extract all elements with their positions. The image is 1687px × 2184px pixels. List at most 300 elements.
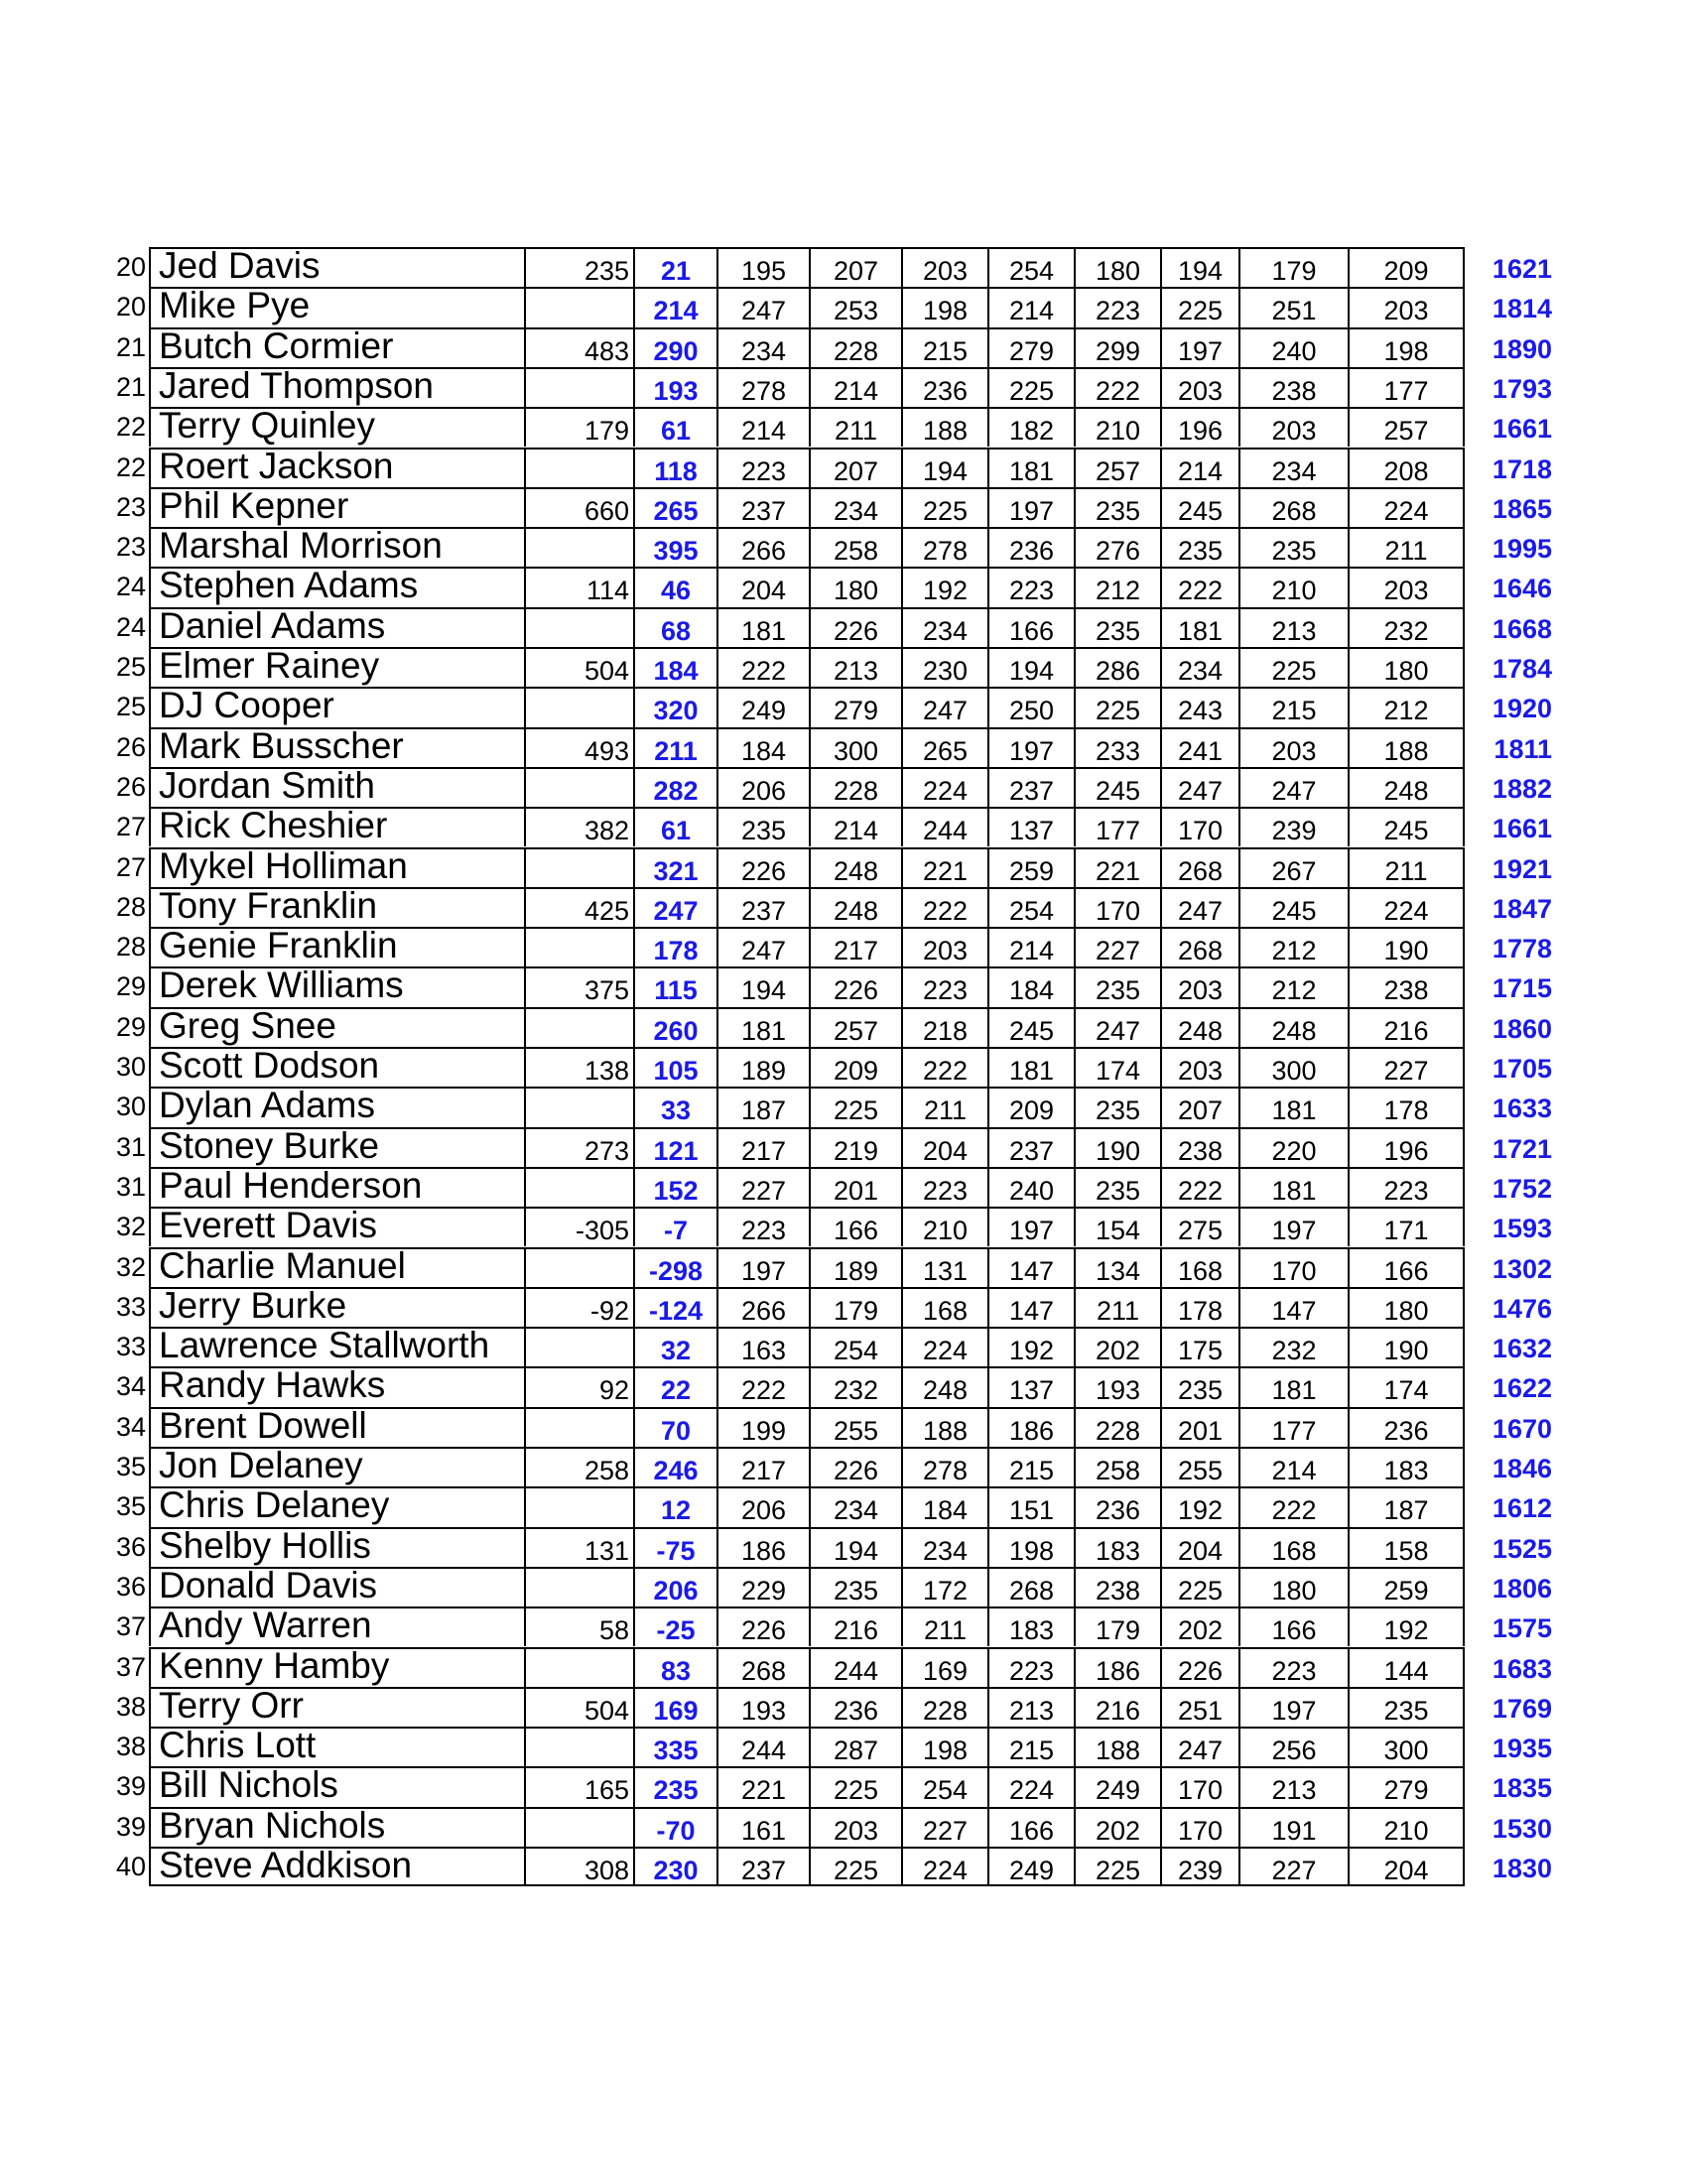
game-score-cell: 235 <box>1074 966 1160 1006</box>
game-score-cell: 203 <box>1238 727 1348 767</box>
game-score-cell: 174 <box>1074 1047 1160 1087</box>
game-score-cell: 217 <box>809 927 901 966</box>
game-score-cell: 190 <box>1348 927 1465 966</box>
rank-cell: 26 <box>115 731 146 762</box>
game-score-cell: 177 <box>1238 1407 1348 1447</box>
game-score-cell: 166 <box>1238 1606 1348 1646</box>
game-score-cell: 177 <box>1074 807 1160 846</box>
game-score-cell: 248 <box>809 847 901 887</box>
game-score-cell: 192 <box>1160 1486 1238 1526</box>
game-score-cell: 223 <box>716 448 809 487</box>
game-score-cell: 189 <box>809 1247 901 1287</box>
total-cell: 1632 <box>1492 1334 1552 1364</box>
game-score-cell: 215 <box>987 1727 1074 1766</box>
game-score-cell: 197 <box>987 1207 1074 1246</box>
game-score-cell: 236 <box>1074 1486 1160 1526</box>
game-score-cell: 208 <box>1348 448 1465 487</box>
game-score-cell: 225 <box>1160 287 1238 326</box>
game-score-cell: 190 <box>1348 1327 1465 1366</box>
difference-cell: 290 <box>633 327 716 367</box>
difference-cell: 83 <box>633 1647 716 1687</box>
game-score-cell: 254 <box>809 1327 901 1366</box>
handicap-cell <box>524 448 633 487</box>
table-row <box>0 445 1687 487</box>
game-score-cell: 204 <box>1160 1527 1238 1567</box>
game-score-cell: 181 <box>716 1007 809 1047</box>
table-row <box>0 1644 1687 1687</box>
game-score-cell: 184 <box>901 1486 987 1526</box>
game-score-cell: 255 <box>1160 1447 1238 1486</box>
game-score-cell: 213 <box>1238 607 1348 647</box>
bowler-name-cell: Terry Orr <box>149 1687 524 1727</box>
game-score-cell: 183 <box>1074 1527 1160 1567</box>
game-score-cell: 204 <box>716 567 809 606</box>
game-score-cell: 257 <box>1074 448 1160 487</box>
game-score-cell: 212 <box>1348 687 1465 726</box>
handicap-cell <box>524 287 633 326</box>
bowler-name-cell: Bill Nichols <box>149 1766 524 1806</box>
difference-cell: 230 <box>633 1847 716 1886</box>
handicap-cell: 425 <box>524 887 633 927</box>
difference-cell: 282 <box>633 767 716 807</box>
game-score-cell: 210 <box>1238 567 1348 606</box>
game-score-cell: 222 <box>1074 367 1160 407</box>
game-score-cell: 187 <box>716 1087 809 1126</box>
table-row <box>0 884 1687 927</box>
bowler-name-cell: Charlie Manuel <box>149 1247 524 1287</box>
game-score-cell: 248 <box>1348 767 1465 807</box>
game-score-cell: 214 <box>809 807 901 846</box>
game-score-cell: 166 <box>987 1807 1074 1847</box>
difference-cell: -75 <box>633 1527 716 1567</box>
game-score-cell: 181 <box>987 448 1074 487</box>
game-score-cell: 235 <box>1074 607 1160 647</box>
total-cell: 1661 <box>1492 814 1552 844</box>
game-score-cell: 257 <box>1348 407 1465 447</box>
game-score-cell: 203 <box>1348 287 1465 326</box>
table-row <box>0 1564 1687 1606</box>
game-score-cell: 213 <box>1238 1766 1348 1806</box>
total-cell: 1811 <box>1493 733 1552 764</box>
game-score-cell: 226 <box>809 607 901 647</box>
game-score-cell: 241 <box>1160 727 1238 767</box>
game-score-cell: 258 <box>1074 1447 1160 1486</box>
difference-cell: 247 <box>633 887 716 927</box>
game-score-cell: 203 <box>1160 1047 1238 1087</box>
game-score-cell: 247 <box>1160 887 1238 927</box>
game-score-cell: 239 <box>1238 807 1348 846</box>
game-score-cell: 247 <box>1238 767 1348 807</box>
total-cell: 1622 <box>1492 1373 1552 1404</box>
rank-cell: 33 <box>115 1291 146 1322</box>
game-score-cell: 223 <box>987 567 1074 606</box>
rank-cell: 36 <box>115 1571 146 1602</box>
game-score-cell: 248 <box>809 887 901 927</box>
difference-cell: 321 <box>633 847 716 887</box>
game-score-cell: 235 <box>1160 1366 1238 1406</box>
game-score-cell: 268 <box>1160 847 1238 887</box>
game-score-cell: 247 <box>1160 1727 1238 1766</box>
game-score-cell: 222 <box>716 647 809 687</box>
total-cell: 1621 <box>1492 254 1552 284</box>
game-score-cell: 228 <box>809 327 901 367</box>
total-cell: 1633 <box>1492 1093 1552 1124</box>
game-score-cell: 224 <box>1348 887 1465 927</box>
table-row <box>0 247 1687 287</box>
bowler-name-cell: DJ Cooper <box>149 687 524 726</box>
game-score-cell: 276 <box>1074 527 1160 567</box>
game-score-cell: 220 <box>1238 1127 1348 1167</box>
total-cell: 1670 <box>1492 1413 1552 1444</box>
game-score-cell: 210 <box>901 1207 987 1246</box>
handicap-cell: 114 <box>524 567 633 606</box>
handicap-cell: 165 <box>524 1766 633 1806</box>
game-score-cell: 247 <box>716 927 809 966</box>
rank-cell: 28 <box>115 932 146 963</box>
bowler-name-cell: Bryan Nichols <box>149 1807 524 1847</box>
game-score-cell: 224 <box>901 1847 987 1886</box>
game-score-cell: 226 <box>809 966 901 1006</box>
game-score-cell: 254 <box>987 887 1074 927</box>
game-score-cell: 268 <box>987 1567 1074 1606</box>
bowler-name-cell: Mark Busscher <box>149 727 524 767</box>
rank-cell: 35 <box>115 1452 146 1481</box>
game-score-cell: 253 <box>809 287 901 326</box>
game-score-cell: 189 <box>716 1047 809 1087</box>
game-score-cell: 248 <box>1160 1007 1238 1047</box>
bowler-name-cell: Chris Delaney <box>149 1486 524 1526</box>
total-cell: 1995 <box>1492 534 1552 565</box>
handicap-cell: 504 <box>524 1687 633 1727</box>
game-score-cell: 201 <box>809 1167 901 1207</box>
handicap-cell: 138 <box>524 1047 633 1087</box>
game-score-cell: 221 <box>901 847 987 887</box>
game-score-cell: 279 <box>987 327 1074 367</box>
game-score-cell: 188 <box>1074 1727 1160 1766</box>
total-cell: 1806 <box>1492 1573 1552 1604</box>
bowler-name-cell: Andy Warren <box>149 1606 524 1646</box>
bowler-name-cell: Donald Davis <box>149 1567 524 1606</box>
game-score-cell: 166 <box>987 607 1074 647</box>
game-score-cell: 171 <box>1348 1207 1465 1246</box>
game-score-cell: 180 <box>1238 1567 1348 1606</box>
game-score-cell: 198 <box>901 1727 987 1766</box>
total-cell: 1530 <box>1492 1813 1552 1844</box>
difference-cell: 33 <box>633 1087 716 1126</box>
game-score-cell: 234 <box>1160 647 1238 687</box>
game-score-cell: 168 <box>1160 1247 1238 1287</box>
game-score-cell: 235 <box>1074 487 1160 527</box>
game-score-cell: 216 <box>1074 1687 1160 1727</box>
game-score-cell: 247 <box>1074 1007 1160 1047</box>
bowler-name-cell: Brent Dowell <box>149 1407 524 1447</box>
game-score-cell: 267 <box>1238 847 1348 887</box>
total-cell: 1646 <box>1492 574 1552 604</box>
game-score-cell: 226 <box>1160 1647 1238 1687</box>
bowler-name-cell: Jon Delaney <box>149 1447 524 1486</box>
game-score-cell: 204 <box>1348 1847 1465 1886</box>
game-score-cell: 212 <box>1238 927 1348 966</box>
rank-cell: 40 <box>115 1852 146 1881</box>
game-score-cell: 235 <box>1074 1087 1160 1126</box>
rank-cell: 20 <box>115 292 146 322</box>
table-row <box>0 1047 1687 1087</box>
game-score-cell: 251 <box>1238 287 1348 326</box>
total-cell: 1769 <box>1492 1693 1552 1724</box>
game-score-cell: 194 <box>809 1527 901 1567</box>
difference-cell: 178 <box>633 927 716 966</box>
game-score-cell: 211 <box>1348 847 1465 887</box>
game-score-cell: 194 <box>901 448 987 487</box>
game-score-cell: 168 <box>1238 1527 1348 1567</box>
table-row <box>0 1124 1687 1167</box>
difference-cell: 118 <box>633 448 716 487</box>
total-cell: 1715 <box>1492 973 1552 1004</box>
handicap-cell: 92 <box>524 1366 633 1406</box>
game-score-cell: 248 <box>1238 1007 1348 1047</box>
game-score-cell: 243 <box>1160 687 1238 726</box>
game-score-cell: 192 <box>1348 1606 1465 1646</box>
rank-cell: 30 <box>115 1052 146 1082</box>
rank-cell: 31 <box>115 1171 146 1202</box>
total-cell: 1302 <box>1492 1253 1552 1284</box>
game-score-cell: 236 <box>1348 1407 1465 1447</box>
game-score-cell: 223 <box>1074 287 1160 326</box>
difference-cell: 335 <box>633 1727 716 1766</box>
bowler-name-cell: Jordan Smith <box>149 767 524 807</box>
game-score-cell: 174 <box>1348 1366 1465 1406</box>
game-score-cell: 186 <box>987 1407 1074 1447</box>
game-score-cell: 300 <box>1348 1727 1465 1766</box>
game-score-cell: 227 <box>1238 1847 1348 1886</box>
handicap-cell <box>524 1407 633 1447</box>
game-score-cell: 222 <box>716 1366 809 1406</box>
bowler-name-cell: Mike Pye <box>149 287 524 326</box>
game-score-cell: 131 <box>901 1247 987 1287</box>
difference-cell: 70 <box>633 1407 716 1447</box>
table-row <box>0 687 1687 726</box>
game-score-cell: 169 <box>901 1647 987 1687</box>
game-score-cell: 209 <box>1348 247 1465 287</box>
table-row <box>0 647 1687 687</box>
handicap-cell <box>524 367 633 407</box>
game-score-cell: 179 <box>809 1287 901 1327</box>
game-score-cell: 254 <box>987 247 1074 287</box>
game-score-cell: 278 <box>901 1447 987 1486</box>
game-score-cell: 209 <box>809 1047 901 1087</box>
difference-cell: 21 <box>633 247 716 287</box>
game-score-cell: 197 <box>716 1247 809 1287</box>
rank-cell: 20 <box>115 252 146 282</box>
bowler-name-cell: Randy Hawks <box>149 1366 524 1406</box>
game-score-cell: 177 <box>1348 367 1465 407</box>
rank-cell: 29 <box>115 971 146 1002</box>
game-score-cell: 234 <box>809 487 901 527</box>
bowler-name-cell: Tony Franklin <box>149 887 524 927</box>
total-cell: 1846 <box>1492 1454 1552 1483</box>
game-score-cell: 194 <box>1160 247 1238 287</box>
difference-cell: 22 <box>633 1366 716 1406</box>
bowler-name-cell: Mykel Holliman <box>149 847 524 887</box>
total-cell: 1661 <box>1492 414 1552 445</box>
game-score-cell: 203 <box>1238 407 1348 447</box>
game-score-cell: 212 <box>1074 567 1160 606</box>
total-cell: 1921 <box>1492 853 1552 884</box>
game-score-cell: 214 <box>987 927 1074 966</box>
rank-cell: 33 <box>115 1332 146 1362</box>
game-score-cell: 249 <box>1074 1766 1160 1806</box>
difference-cell: 193 <box>633 367 716 407</box>
game-score-cell: 183 <box>1348 1447 1465 1486</box>
difference-cell: 265 <box>633 487 716 527</box>
table-row <box>0 604 1687 647</box>
total-cell: 1752 <box>1492 1173 1552 1204</box>
game-score-cell: 223 <box>901 966 987 1006</box>
game-score-cell: 224 <box>901 767 987 807</box>
game-score-cell: 151 <box>987 1486 1074 1526</box>
game-score-cell: 268 <box>1238 487 1348 527</box>
handicap-cell <box>524 1727 633 1766</box>
difference-cell: 169 <box>633 1687 716 1727</box>
handicap-cell: 235 <box>524 247 633 287</box>
total-cell: 1593 <box>1492 1214 1552 1244</box>
difference-cell: 211 <box>633 727 716 767</box>
game-score-cell: 234 <box>716 327 809 367</box>
game-score-cell: 180 <box>1074 247 1160 287</box>
game-score-cell: 259 <box>1348 1567 1465 1606</box>
rank-cell: 22 <box>115 412 146 443</box>
bowler-name-cell: Derek Williams <box>149 966 524 1006</box>
total-cell: 1814 <box>1492 294 1552 324</box>
difference-cell: 68 <box>633 607 716 647</box>
game-score-cell: 193 <box>716 1687 809 1727</box>
rank-cell: 38 <box>115 1691 146 1722</box>
total-cell: 1476 <box>1492 1293 1552 1324</box>
game-score-cell: 147 <box>987 1287 1074 1327</box>
game-score-cell: 236 <box>987 527 1074 567</box>
table-row <box>0 527 1687 567</box>
game-score-cell: 227 <box>1348 1047 1465 1087</box>
game-score-cell: 191 <box>1238 1807 1348 1847</box>
game-score-cell: 203 <box>809 1807 901 1847</box>
game-score-cell: 179 <box>1238 247 1348 287</box>
game-score-cell: 235 <box>809 1567 901 1606</box>
game-score-cell: 218 <box>901 1007 987 1047</box>
game-score-cell: 206 <box>716 767 809 807</box>
rank-cell: 30 <box>115 1092 146 1122</box>
game-score-cell: 144 <box>1348 1647 1465 1687</box>
table-row <box>0 1164 1687 1207</box>
game-score-cell: 158 <box>1348 1527 1465 1567</box>
game-score-cell: 225 <box>809 1087 901 1126</box>
game-score-cell: 224 <box>987 1766 1074 1806</box>
game-score-cell: 235 <box>1160 527 1238 567</box>
game-score-cell: 287 <box>809 1727 901 1766</box>
game-score-cell: 170 <box>1160 1766 1238 1806</box>
game-score-cell: 137 <box>987 1366 1074 1406</box>
difference-cell: 152 <box>633 1167 716 1207</box>
bowler-name-cell: Genie Franklin <box>149 927 524 966</box>
total-cell: 1778 <box>1492 934 1552 964</box>
game-score-cell: 198 <box>1348 327 1465 367</box>
handicap-cell <box>524 1647 633 1687</box>
game-score-cell: 204 <box>901 1127 987 1167</box>
game-score-cell: 223 <box>1348 1167 1465 1207</box>
game-score-cell: 247 <box>901 687 987 726</box>
game-score-cell: 235 <box>716 807 809 846</box>
rank-cell: 38 <box>115 1732 146 1762</box>
total-cell: 1935 <box>1492 1734 1552 1764</box>
rank-cell: 23 <box>115 532 146 563</box>
game-score-cell: 226 <box>716 847 809 887</box>
table-row <box>0 1727 1687 1766</box>
game-score-cell: 225 <box>1238 647 1348 687</box>
game-score-cell: 222 <box>901 887 987 927</box>
game-score-cell: 265 <box>901 727 987 767</box>
bowler-name-cell: Jerry Burke <box>149 1287 524 1327</box>
game-score-cell: 207 <box>1160 1087 1238 1126</box>
difference-cell: 206 <box>633 1567 716 1606</box>
game-score-cell: 268 <box>1160 927 1238 966</box>
game-score-cell: 203 <box>901 247 987 287</box>
table-row <box>0 324 1687 367</box>
game-score-cell: 234 <box>809 1486 901 1526</box>
game-score-cell: 225 <box>901 487 987 527</box>
table-row <box>0 807 1687 846</box>
game-score-cell: 195 <box>716 247 809 287</box>
game-score-cell: 225 <box>809 1847 901 1886</box>
handicap-cell: 58 <box>524 1606 633 1646</box>
game-score-cell: 237 <box>987 767 1074 807</box>
bowler-name-cell: Dylan Adams <box>149 1087 524 1126</box>
game-score-cell: 147 <box>987 1247 1074 1287</box>
game-score-cell: 286 <box>1074 647 1160 687</box>
handicap-cell <box>524 687 633 726</box>
game-score-cell: 226 <box>716 1606 809 1646</box>
game-score-cell: 247 <box>1160 767 1238 807</box>
game-score-cell: 232 <box>1238 1327 1348 1366</box>
handicap-cell: 483 <box>524 327 633 367</box>
bowler-name-cell: Scott Dodson <box>149 1047 524 1087</box>
game-score-cell: 234 <box>901 607 987 647</box>
game-score-cell: 258 <box>809 527 901 567</box>
difference-cell: 61 <box>633 807 716 846</box>
rank-cell: 36 <box>115 1531 146 1562</box>
game-score-cell: 225 <box>1074 687 1160 726</box>
game-score-cell: 238 <box>1074 1567 1160 1606</box>
game-score-cell: 222 <box>1160 1167 1238 1207</box>
rank-cell: 24 <box>115 572 146 602</box>
bowler-name-cell: Rick Cheshier <box>149 807 524 846</box>
handicap-cell <box>524 1327 633 1366</box>
game-score-cell: 211 <box>901 1606 987 1646</box>
game-score-cell: 257 <box>809 1007 901 1047</box>
game-score-cell: 180 <box>809 567 901 606</box>
game-score-cell: 163 <box>716 1327 809 1366</box>
handicap-cell: -92 <box>524 1287 633 1327</box>
game-score-cell: 247 <box>716 287 809 326</box>
game-score-cell: 210 <box>1348 1807 1465 1847</box>
game-score-cell: 203 <box>1160 367 1238 407</box>
table-row <box>0 1207 1687 1246</box>
game-score-cell: 268 <box>716 1647 809 1687</box>
handicap-cell: 493 <box>524 727 633 767</box>
bowler-name-cell: Jared Thompson <box>149 367 524 407</box>
bowler-name-cell: Daniel Adams <box>149 607 524 647</box>
game-score-cell: 203 <box>1348 567 1465 606</box>
game-score-cell: 235 <box>1074 1167 1160 1207</box>
rank-cell: 32 <box>115 1251 146 1282</box>
